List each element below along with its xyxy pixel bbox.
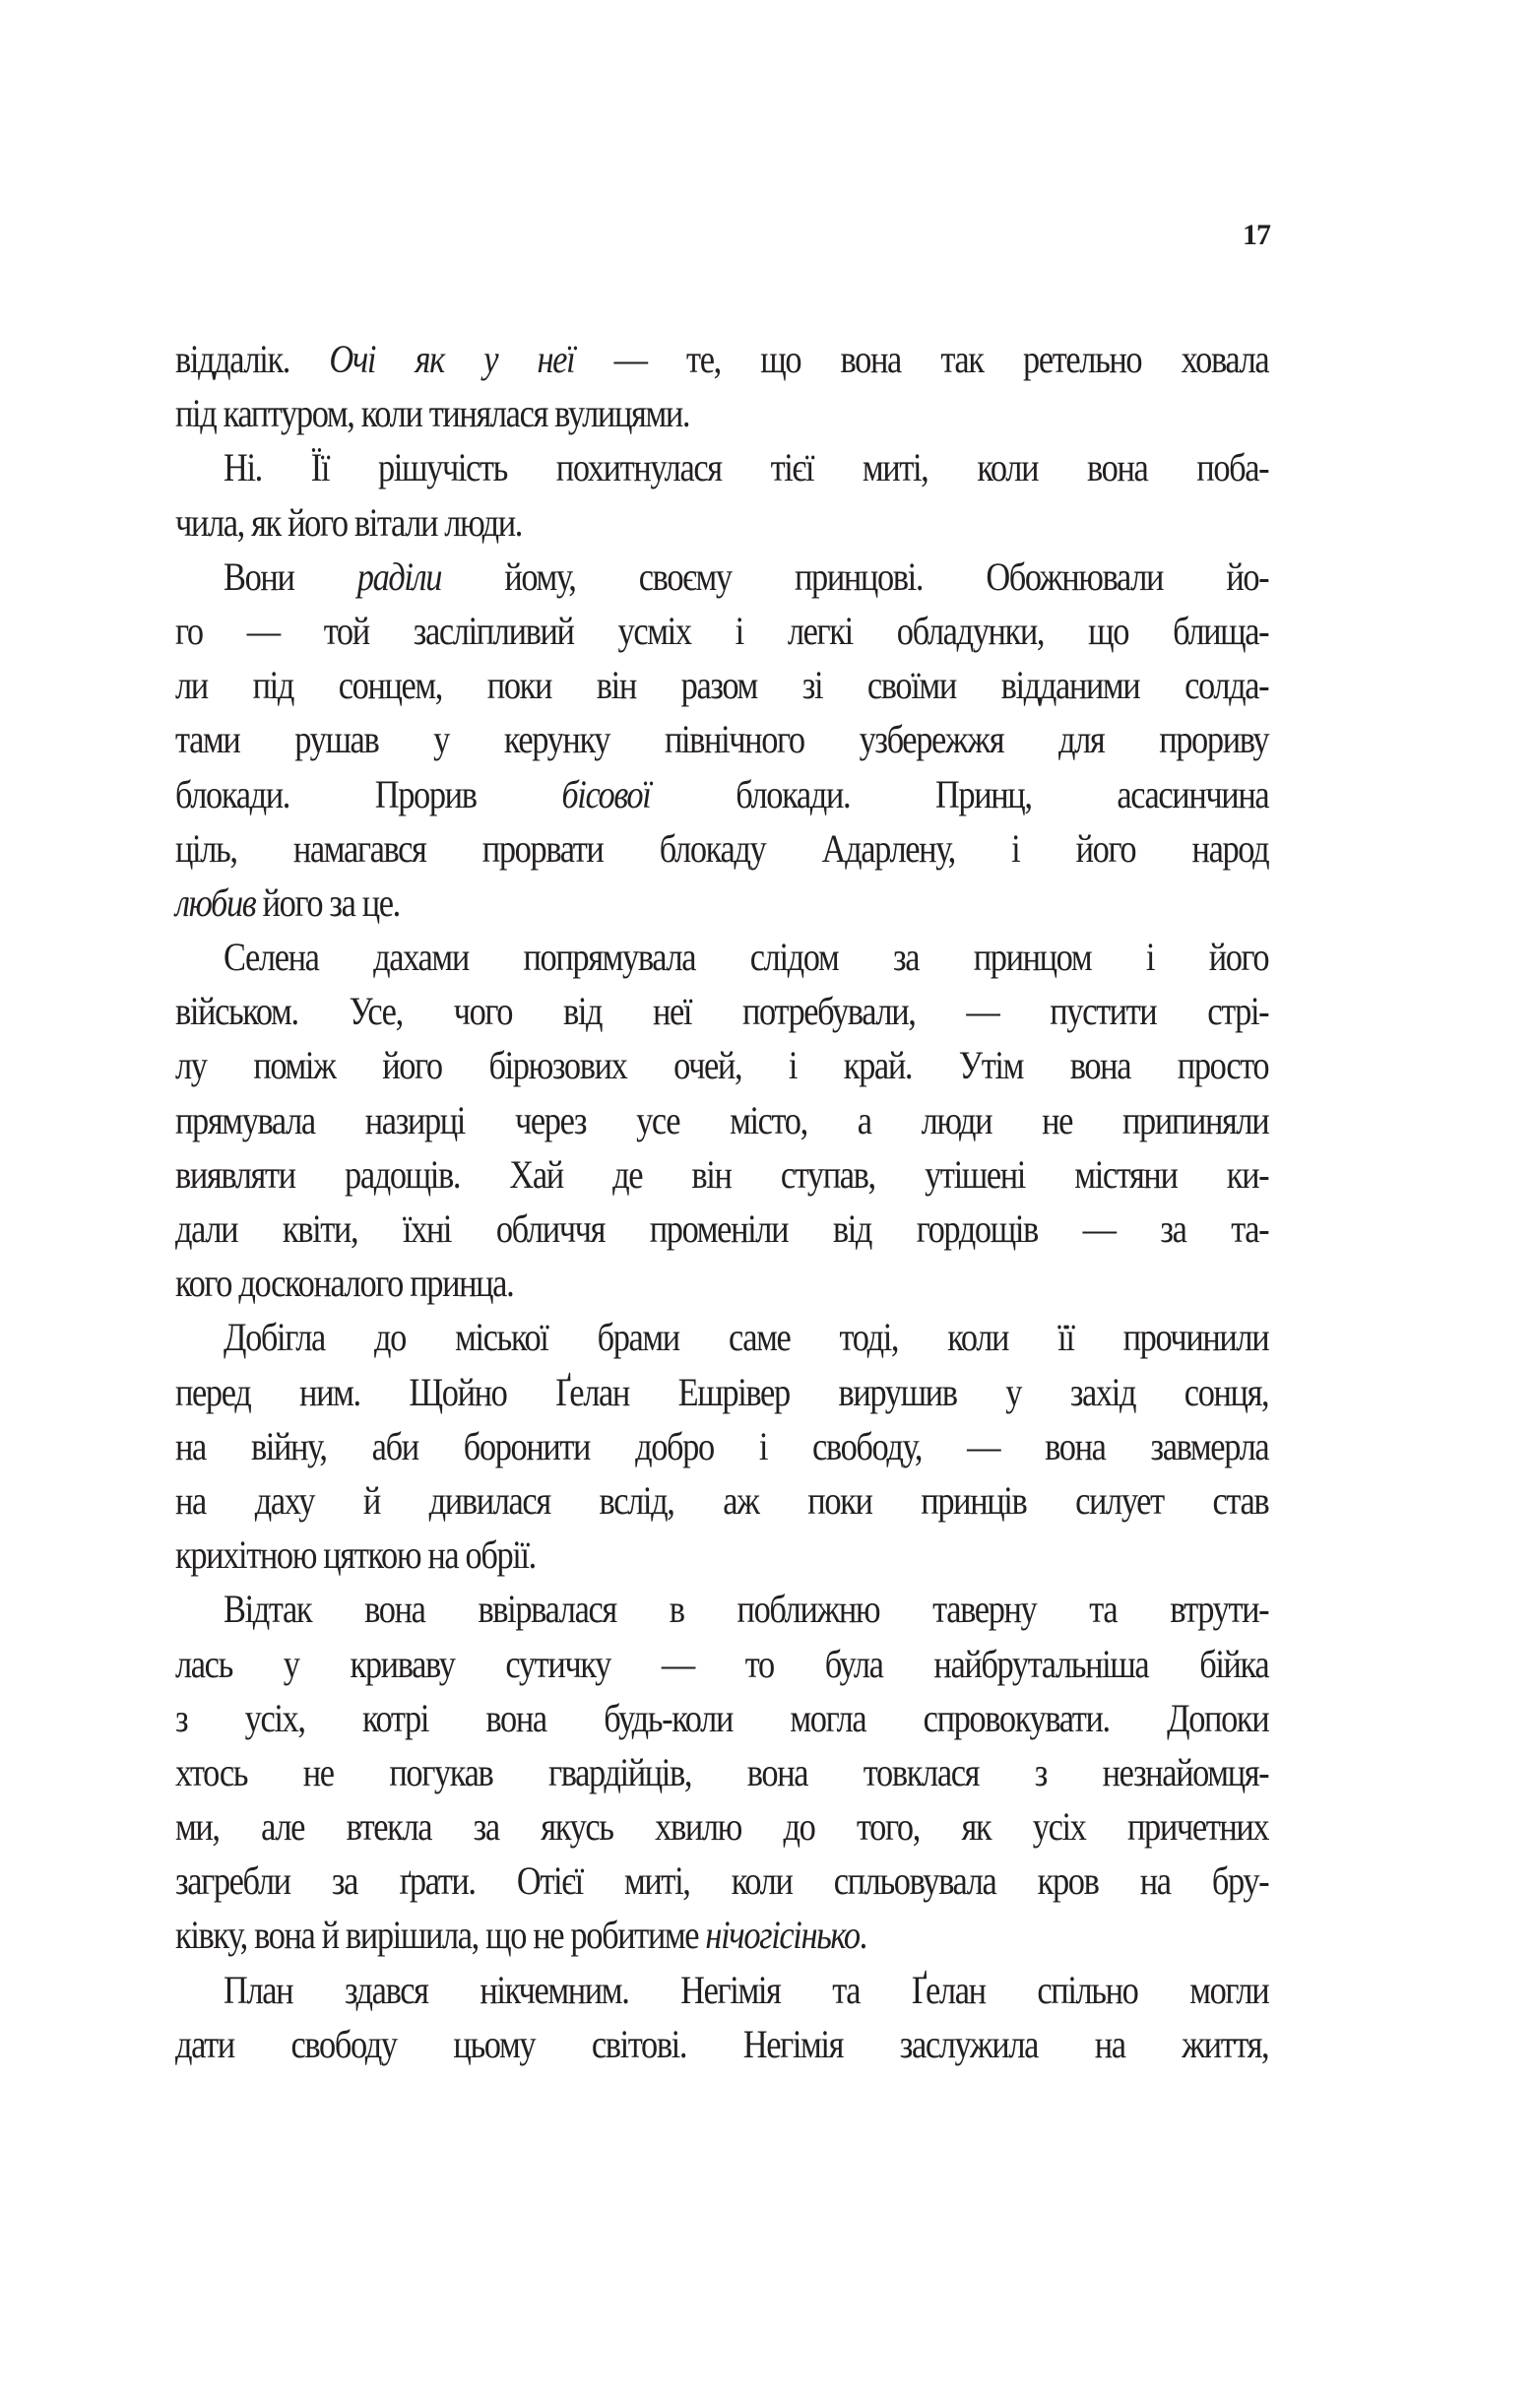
text-line: [175, 1310, 1268, 1364]
text-run: виявляти радощів. Хай де він ступав, утішені містяни ки-: [175, 1151, 1269, 1197]
italic-emphasis: бісової: [561, 771, 651, 816]
text-line: [175, 1473, 1268, 1528]
text-line: [175, 767, 1268, 821]
text-run: віддалік.: [175, 337, 330, 381]
text-run: загребли за ґрати. Отієї миті, коли спльовувала кров на бру-: [175, 1858, 1269, 1904]
text-run: ціль, намагався прорвати блокаду Адарлену, і його народ: [175, 825, 1269, 871]
text-run: під каптуром, коли тинялася вулицями.: [175, 391, 690, 436]
text-run: блокади. Прорив: [175, 771, 562, 816]
text-run: кого досконалого принца.: [175, 1261, 514, 1306]
text-line: [175, 1419, 1268, 1473]
text-run: військом. Усе, чого від неї потребували, — пустити стрі-: [175, 989, 1269, 1034]
text-line: [175, 930, 1268, 984]
text-line: [175, 1691, 1268, 1745]
text-run: хтось не погукав гвардійців, вона товклася з незнайомця-: [175, 1749, 1269, 1794]
text-run: перед ним. Щойно Ґелан Ешрівер вирушив у захід сонця,: [175, 1369, 1269, 1414]
text-line: [175, 1963, 1268, 2017]
text-line: [175, 1528, 1268, 1582]
text-run: Селена дахами попрямувала слідом за принцом і його: [224, 935, 1269, 980]
text-run: Добігла до міської брами саме тоді, коли її прочинили: [224, 1315, 1269, 1360]
text-run: тами рушав у керунку північного узбережжя для прориву: [175, 717, 1269, 762]
text-run: ми, але втекла за якусь хвилю до того, як усіх причетних: [175, 1804, 1269, 1850]
text-line: [175, 2017, 1268, 2071]
text-line: [175, 1745, 1268, 1799]
text-line: [175, 1147, 1268, 1202]
text-run: крихітною цяткою на обрії.: [175, 1532, 536, 1578]
text-line: [175, 1582, 1268, 1636]
text-line: [175, 1365, 1268, 1419]
text-line: [175, 876, 1268, 930]
text-line: [175, 386, 1268, 440]
text-run: ли під сонцем, поки він разом зі своїми відданими солда-: [175, 663, 1269, 708]
text-run: ківку, вона й вирішила, що не робитиме: [175, 1913, 706, 1958]
body-text: [175, 332, 1268, 2071]
text-line: [175, 440, 1268, 494]
text-run: на даху й дивилася вслід, аж поки принців силует став: [175, 1477, 1269, 1523]
text-run: лу поміж його бірюзових очей, і край. Утім вона просто: [175, 1043, 1269, 1088]
text-run: Відтак вона ввірвалася в поближню таверну та втрути-: [224, 1587, 1269, 1632]
italic-emphasis: Очі як у неї: [329, 337, 575, 381]
text-run: його за це.: [255, 879, 400, 925]
text-run: на війну, аби боронити добро і свободу, — вона завмерла: [175, 1423, 1269, 1468]
text-run: Вони: [224, 553, 357, 599]
page-number: 17: [1243, 219, 1270, 251]
text-line: [175, 495, 1268, 550]
text-run: дали квіти, їхні обличчя променіли від гордощів — за та-: [175, 1206, 1269, 1251]
text-line: [175, 604, 1268, 658]
text-run: з усіх, котрі вона будь-коли могла спровокувати. Допоки: [175, 1695, 1269, 1740]
text-run: .: [859, 1913, 866, 1958]
text-line: [175, 332, 1268, 386]
text-line: [175, 712, 1268, 766]
text-line: [175, 658, 1268, 712]
text-run: План здався нікчемним. Негімія та Ґелан спільно могли: [224, 1967, 1269, 2012]
text-line: [175, 550, 1268, 604]
text-run: лась у криваву сутичку — то була найбрутальніша бійка: [175, 1641, 1269, 1686]
text-run: йому, своєму принцові. Обожнювали йо-: [441, 553, 1269, 599]
text-line: [175, 1908, 1268, 1962]
text-run: прямувала назирці через усе місто, а люди не припиняли: [175, 1097, 1269, 1142]
italic-emphasis: нічогісінько: [705, 1913, 860, 1958]
text-run: — те, що вона так ретельно ховала: [574, 337, 1269, 381]
italic-emphasis: любив: [175, 879, 256, 925]
text-line: [175, 1799, 1268, 1854]
text-line: [175, 1093, 1268, 1147]
text-line: [175, 1038, 1268, 1092]
text-line: [175, 1202, 1268, 1256]
text-line: [175, 1256, 1268, 1310]
text-line: [175, 1854, 1268, 1908]
text-run: Ні. Її рішучість похитнулася тієї миті, коли вона поба-: [224, 445, 1269, 490]
text-line: [175, 821, 1268, 876]
text-run: дати свободу цьому світові. Негімія заслужила на життя,: [175, 2021, 1269, 2066]
italic-emphasis: раділи: [356, 553, 442, 599]
text-run: чила, як його вітали люди.: [175, 499, 523, 545]
text-run: блокади. Принц, асасинчина: [650, 771, 1269, 816]
text-run: го — той засліпливий усміх і легкі обладунки, що блища-: [175, 608, 1269, 653]
text-line: [175, 1637, 1268, 1691]
text-line: [175, 984, 1268, 1038]
